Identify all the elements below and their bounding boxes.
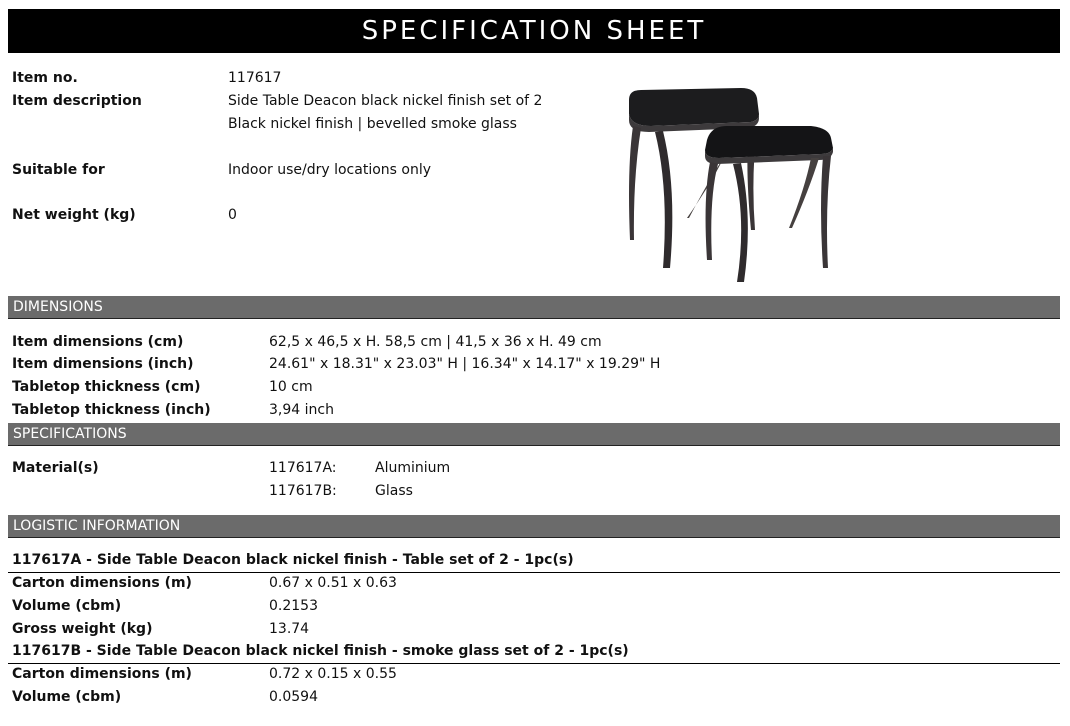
dimension-label: Tabletop thickness (inch) — [12, 402, 211, 418]
page-title: SPECIFICATION SHEET — [8, 9, 1060, 53]
material-name: Glass — [375, 483, 413, 499]
dimension-label: Item dimensions (cm) — [12, 334, 184, 350]
logistic-label: Volume (cbm) — [12, 689, 122, 705]
dimensions-section-header: DIMENSIONS — [8, 296, 1060, 319]
material-name: Aluminium — [375, 460, 451, 476]
material-code: 117617A: — [269, 460, 337, 476]
logistic-label: Carton dimensions (m) — [12, 666, 192, 682]
logistic-group-title: 117617A - Side Table Deacon black nickel finish - Table set of 2 - 1pc(s) — [12, 552, 574, 568]
logistic-label: Gross weight (kg) — [12, 621, 153, 637]
dimension-label: Tabletop thickness (cm) — [12, 379, 201, 395]
materials-label: Material(s) — [12, 460, 99, 476]
dimension-label: Item dimensions (inch) — [12, 356, 194, 372]
logistic-label: Carton dimensions (m) — [12, 575, 192, 591]
product-image — [615, 78, 845, 288]
logistic-value: 0.67 x 0.51 x 0.63 — [269, 575, 397, 591]
dimension-value: 62,5 x 46,5 x H. 58,5 cm | 41,5 x 36 x H. 49 cm — [269, 334, 602, 350]
logistic-label: Volume (cbm) — [12, 598, 122, 614]
logistic-value: 0.0594 — [269, 689, 318, 705]
item-number-value: 117617 — [228, 70, 282, 86]
suitable-for-label: Suitable for — [12, 162, 105, 178]
dimension-value: 3,94 inch — [269, 402, 334, 418]
item-description-label: Item description — [12, 93, 142, 109]
logistic-section-header: LOGISTIC INFORMATION — [8, 515, 1060, 538]
logistic-value: 0.72 x 0.15 x 0.55 — [269, 666, 397, 682]
dimension-value: 10 cm — [269, 379, 313, 395]
material-code: 117617B: — [269, 483, 337, 499]
item-number-label: Item no. — [12, 70, 78, 86]
divider — [8, 663, 1060, 664]
divider — [8, 572, 1060, 573]
logistic-value: 13.74 — [269, 621, 310, 637]
suitable-for-value: Indoor use/dry locations only — [228, 162, 432, 178]
specifications-section-header: SPECIFICATIONS — [8, 423, 1060, 446]
item-description-line2: Black nickel finish | bevelled smoke glass — [228, 116, 517, 132]
logistic-group-title: 117617B - Side Table Deacon black nickel finish - smoke glass set of 2 - 1pc(s) — [12, 643, 629, 659]
net-weight-label: Net weight (kg) — [12, 207, 136, 223]
net-weight-value: 0 — [228, 207, 237, 223]
item-description-line1: Side Table Deacon black nickel finish set of 2 — [228, 93, 543, 109]
logistic-value: 0.2153 — [269, 598, 318, 614]
dimension-value: 24.61" x 18.31" x 23.03" H | 16.34" x 14.17" x 19.29" H — [269, 356, 661, 372]
